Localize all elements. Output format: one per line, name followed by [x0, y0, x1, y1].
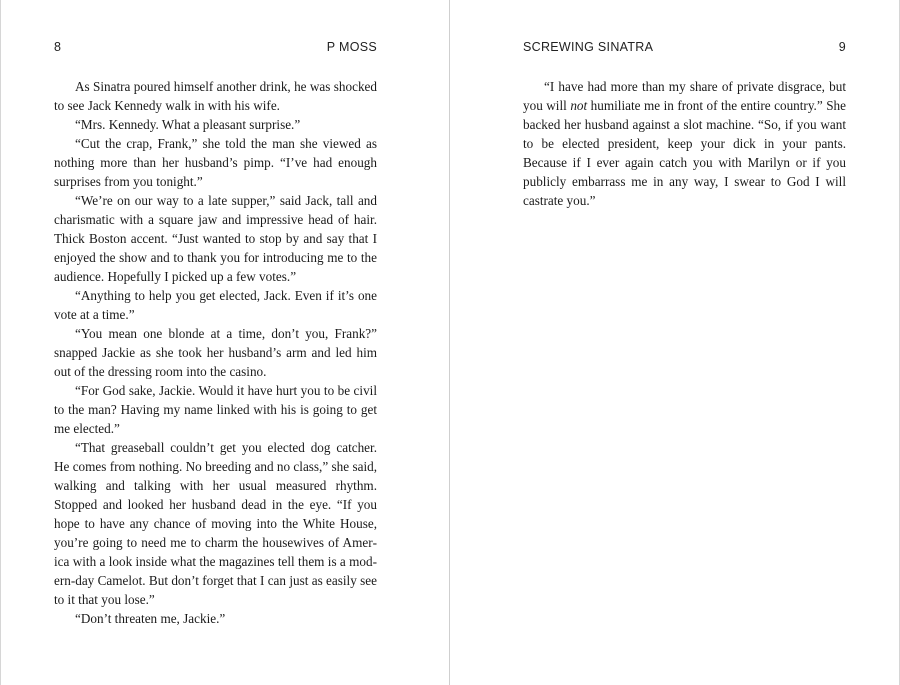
right-running-head: [523, 40, 846, 56]
page-number: 9: [838, 40, 846, 54]
left-page: [0, 0, 449, 685]
paragraph: “Anything to help you get elected, Jack. Even if it’s one vote at a time.”: [54, 288, 377, 322]
paragraph: “We’re on our way to a late supper,” said Jack, tall and charismatic with a square jaw and impressive head of hair. Thick Boston accent. “Just wanted to stop by and say that I enjoyed the show and to thank you for introducing me to the audience. Hopefully I picked up a few votes.”: [54, 193, 377, 284]
author-name: P MOSS: [326, 40, 377, 54]
paragraph-text: “I have had more than my share of private disgrace, but you will: [523, 79, 846, 113]
left-running-head: [54, 40, 377, 56]
body-text: [523, 77, 846, 210]
right-page: [449, 0, 900, 685]
book-title: SCREWING SINATRA: [523, 40, 654, 54]
paragraph: “You mean one blonde at a time, don’t you, Frank?” snapped Jackie as she took her husband’s arm and led him out of the dressing room into the casino.: [54, 326, 377, 379]
paragraph: “Cut the crap, Frank,” she told the man she viewed as nothing more than her husband’s pimp. “I’ve had enough surprises from you tonight.”: [54, 136, 377, 189]
page-number: 8: [54, 40, 62, 54]
paragraph: As Sinatra poured himself another drink, he was shocked to see Jack Kennedy walk in with his wife.: [54, 79, 377, 113]
paragraph: “For God sake, Jackie. Would it have hurt you to be civil to the man? Having my name linked with his is going to get me elected.”: [54, 383, 377, 436]
paragraph: “Mrs. Kennedy. What a pleasant surprise.”: [75, 117, 301, 132]
paragraph: [523, 77, 846, 210]
paragraph-text: humiliate me in front of the entire country.” She backed her husband against a slot machine. “So, if you want to be elected president, keep your dick in your pants. Because if I ever again catch you with Marilyn or if you publicly embarrass me in any way, I swear to God I will castrate you.”: [523, 98, 846, 208]
paragraph: “Don’t threaten me, Jackie.”: [75, 611, 226, 626]
paragraph: “That greaseball couldn’t get you elected dog catcher. He comes from nothing. No breeding and no class,” she said, walking and talking with her usual measured rhythm. Stopped and looked her husband dead in the eye. “If you hope to have any chance of moving into the White House, you’re going to need me to charm the housewives of America with a look inside what the magazines tell them is a modern-day Camelot. But don’t forget that I can just as easily see to it that you lose.”: [54, 440, 377, 607]
body-text: [54, 77, 377, 628]
emphasized-word: not: [570, 98, 588, 113]
